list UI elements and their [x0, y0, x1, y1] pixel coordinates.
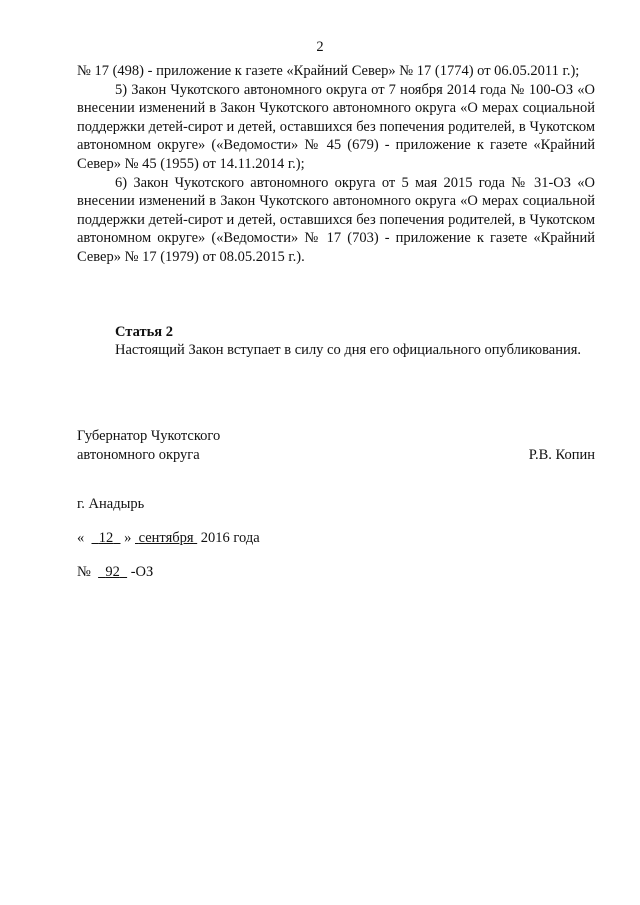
law-number-suffix: -ОЗ	[130, 564, 154, 580]
page-number: 2	[316, 39, 324, 55]
signatory-name: Р.В. Копин	[528, 446, 595, 463]
list-item-6: 6) Закон Чукотского автономного округа от 5 мая 2015 года № 31-ОЗ «О внесении изменений в Закон Чукотского автономного округа «О мерах социальной поддержки детей-сирот и детей, оставшихся без попечения родителей, в Чукотском автономном округе» («Ведомости» № 17 (703) - приложение к газете «Крайний Север» № 17 (1979) от 08.05.2015 г.).	[77, 174, 595, 265]
date-day: 12	[98, 530, 114, 546]
law-number	[77, 563, 153, 581]
signatory-title-line1: Губернатор Чукотского	[77, 428, 221, 444]
list-item-continuation: № 17 (498) - приложение к газете «Крайний Север» № 17 (1774) от 06.05.2011 г.);	[77, 63, 580, 79]
law-number-value: 92	[105, 564, 120, 580]
date-month: сентября	[138, 530, 194, 546]
law-number-prefix: №	[77, 564, 91, 580]
signatory-title-line2: автономного округа	[77, 446, 200, 463]
article-heading: Статья 2	[115, 324, 173, 340]
article-text: Настоящий Закон вступает в силу со дня его официального опубликования.	[115, 342, 582, 358]
place-of-signing: г. Анадырь	[77, 496, 145, 512]
amendments-list	[77, 62, 595, 267]
signature-block	[77, 427, 595, 464]
date-year: 2016 года	[200, 530, 260, 546]
date-open-quote: «	[77, 530, 85, 546]
date-close-quote: »	[124, 530, 132, 546]
article-body	[77, 341, 595, 360]
list-item-5: 5) Закон Чукотского автономного округа от 7 ноября 2014 года № 100-ОЗ «О внесении изменений в Закон Чукотского автономного округа «О мерах социальной поддержки детей-сирот и детей, оставшихся без попечения родителей, в Чукотском автономном округе» («Ведомости» № 45 (679) - приложение к газете «Крайний Север» № 45 (1955) от 14.11.2014 г.);	[77, 81, 595, 172]
signing-date	[77, 529, 260, 547]
